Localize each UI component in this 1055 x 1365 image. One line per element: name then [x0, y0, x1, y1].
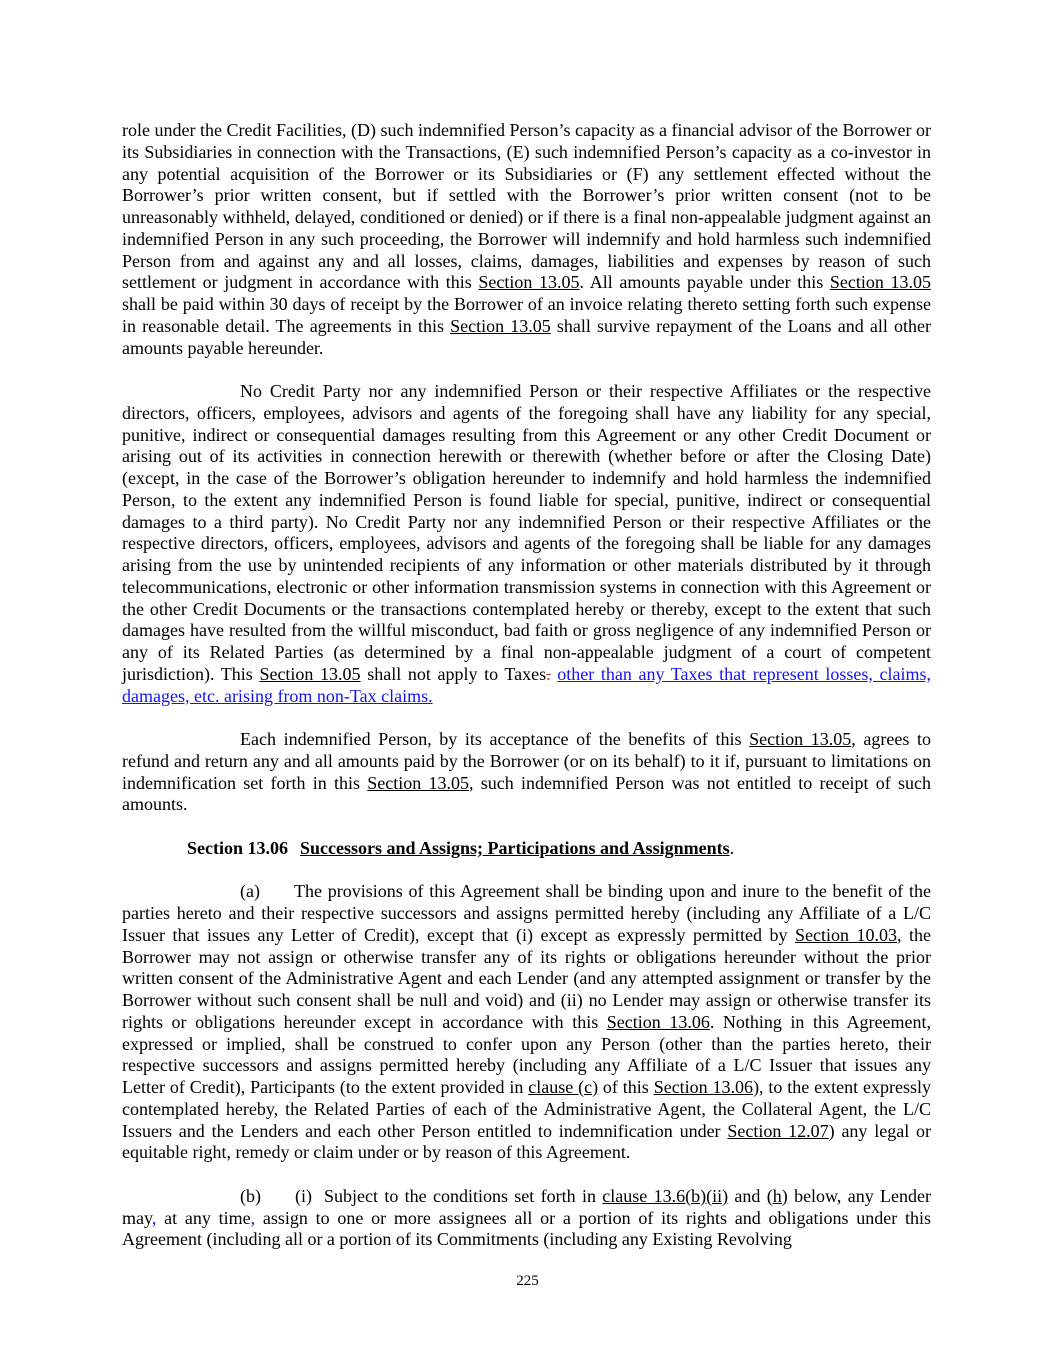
- para-b-lender-assignment: [122, 1186, 931, 1251]
- section-reference: clause (c): [528, 1077, 599, 1097]
- para-refund-obligation: [122, 729, 931, 816]
- text-run: shall not apply to Taxes: [360, 663, 547, 684]
- text-run: of this: [598, 1077, 654, 1097]
- text-run: Each indemnified Person, by its acceptance of the benefits of this: [240, 729, 750, 749]
- text-run: , agrees to refund and return any and all amounts paid by the Borrower (or on its behalf) to it if, pursuant to limitations on indemnification set forth in this: [122, 729, 932, 793]
- section-reference: Successors and Assigns; Participations and Assignments: [300, 837, 730, 858]
- deleted-text: .: [546, 663, 551, 684]
- section-reference: Section 13.05: [259, 663, 361, 684]
- text-run: shall be paid within 30 days of receipt by the Borrower of an invoice relating thereto setting forth such expense in reasonable detail. The agreements in this: [122, 294, 931, 336]
- section-reference: Section 13.05: [829, 272, 932, 293]
- para-a-successors-assigns: [122, 881, 931, 1164]
- section-reference: Section 13.05: [749, 729, 852, 749]
- text-run: Subject to the conditions set forth in: [324, 1185, 603, 1206]
- text-run: , such indemnified Person was not entitled to receipt of such amounts.: [122, 772, 931, 815]
- section-reference: Section 12.07: [727, 1120, 829, 1141]
- para-indemnity-continuation: [122, 120, 931, 359]
- section-reference: Section 10.03: [794, 924, 897, 945]
- text-run: Section 13.06: [187, 837, 288, 858]
- text-run: .: [729, 837, 735, 858]
- section-13-06-heading: [187, 838, 931, 860]
- text-run: (a): [240, 881, 260, 902]
- text-run: ), to the extent expressly contemplated hereby, the Related Parties of each of the Administrative Agent, the Collateral Agent, the L/C Issuers and the Lenders and each other Person entitled to indemnification under: [122, 1077, 931, 1141]
- text-run: ) any legal or equitable right, remedy or claim under or by reason of this Agreement.: [122, 1120, 931, 1163]
- text-run: at any time: [156, 1207, 251, 1228]
- text-run: role under the Credit Facilities, (D) such indemnified Person’s capacity as a financial advisor of the Borrower or its Subsidiaries in connection with the Transactions, (E) such indemnified Person’s capacity as a co-investor in any potential acquisition of the Borrower or its Subsidiaries or (F) any settlement effected without the Borrower’s prior written consent, but if settled with the Borrower’s prior written consent (not to be unreasonably withheld, delayed, conditioned or denied) or if there is a final non-appealable judgment against an indemnified Person in any such proceeding, the Borrower will indemnify and hold harmless such indemnified Person from and against any and all losses, claims, damages, liabilities and expenses by reason of such settlement or judgment in accordance with this: [122, 120, 931, 293]
- section-reference: Section 13.06: [653, 1077, 754, 1097]
- inserted-text: ,: [151, 1207, 157, 1228]
- text-run: assign to one or more assignees all or a portion of its rights and obligations under this Agreement (including all or a portion of its Commitments (including any Existing Revolving: [122, 1207, 931, 1250]
- text-run: and: [728, 1185, 767, 1206]
- section-reference: Section 13.05: [478, 272, 580, 293]
- inserted-text: other than any Taxes that represent losses, claims, damages, etc. arising from non-Tax claims.: [122, 663, 931, 706]
- text-run: The provisions of this Agreement shall be binding upon and inure to the benefit of the parties hereto and their respective successors and assigns permitted hereby (including any Affiliate of a L/C Issuer that issues any Letter of Credit), except that (i) except as expressly permitted by: [122, 881, 931, 945]
- text-run: . Nothing in this Agreement, expressed or implied, shall be construed to confer upon any Person (other than the parties hereto, their respective successors and assigns permitted hereby (including any Affiliate of a L/C Issuer that issues any Letter of Credit), Participants (to the extent provided in: [122, 1011, 931, 1097]
- section-reference: Section 13.05: [450, 315, 551, 336]
- page-number: 225: [516, 1273, 539, 1289]
- text-run: shall survive repayment of the Loans and all other amounts payable hereunder.: [122, 315, 931, 358]
- text-run: below, any Lender may: [122, 1185, 932, 1228]
- text-run: No Credit Party nor any indemnified Person or their respective Affiliates or the respective directors, officers, employees, advisors and agents of the foregoing shall have any liability for any special, punitive, indirect or consequential damages resulting from this Agreement or any other Credit Document or arising out of its activities in connection herewith or therewith (whether before or after the Closing Date) (except, in the case of the Borrower’s obligation hereunder to indemnify and hold harmless the indemnified Person, to the extent any indemnified Person is found liable for special, punitive, indirect or consequential damages to a third party). No Credit Party nor any indemnified Person or their respective Affiliates or the respective directors, officers, employees, advisors and agents of the foregoing shall be liable for any damages arising from the use by unintended recipients of any information or other materials distributed by it through telecommunications, electronic or other information transmission systems in connection with this Agreement or the other Credit Documents or the transactions contemplated hereby or thereby, except to the extent that such damages have resulted from the willful misconduct, bad faith or gross negligence of any indemnified Person or any of its Related Parties (as determined by a final non-appealable judgment of a court of competent jurisdiction). This: [122, 381, 931, 684]
- section-reference: Section 13.05: [367, 772, 469, 793]
- document-body: [122, 120, 931, 1273]
- section-reference: (h): [766, 1185, 788, 1206]
- para-liability-waiver: [122, 381, 931, 707]
- text-run: (b): [240, 1185, 261, 1206]
- text-run: , the Borrower may not assign or otherwise transfer any of its rights or obligations hereunder without the prior written consent of the Administrative Agent and each Lender (and any attempted assignment or transfer by the Borrower without such consent shall be null and void) and (ii) no Lender may assign or otherwise transfer its rights or obligations hereunder except in accordance with this: [122, 924, 932, 1032]
- section-reference: clause 13.6(b)(ii): [602, 1185, 729, 1206]
- inserted-text: ,: [250, 1207, 256, 1228]
- text-run: . All amounts payable under this: [579, 272, 830, 293]
- text-run: (i): [295, 1185, 312, 1206]
- section-reference: Section 13.06: [606, 1011, 710, 1032]
